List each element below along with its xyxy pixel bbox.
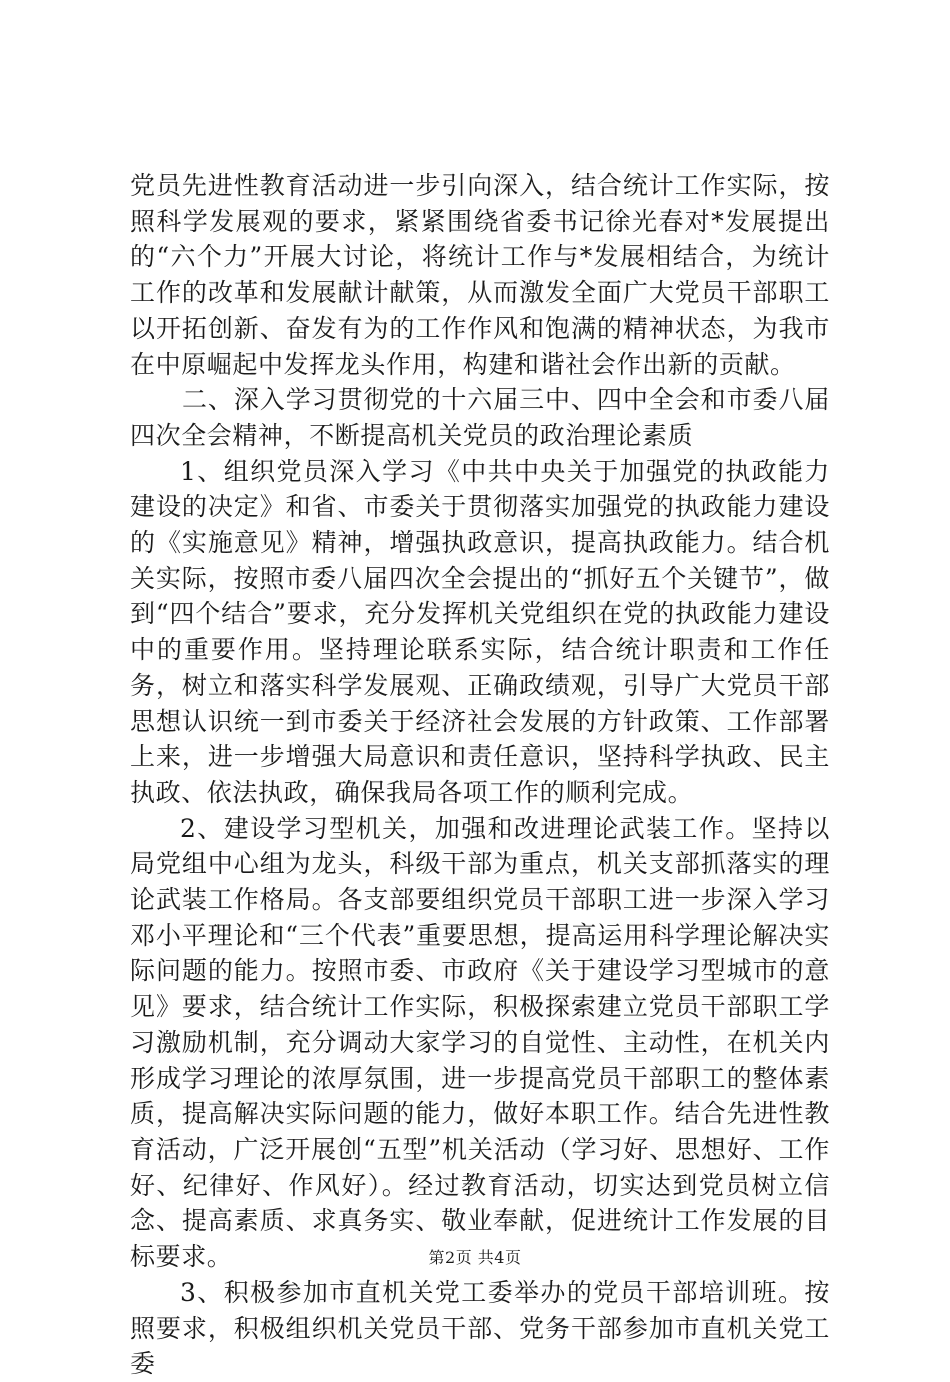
paragraph-continuation: 党员先进性教育活动进一步引向深入，结合统计工作实际，按照科学发展观的要求，紧紧围绕省委书记徐光春对*发展提出的“六个力”开展大讨论，将统计工作与*发展相结合，为统计工作的改革和发展献计献策，从而激发全面广大党员干部职工以开拓创新、奋发有为的工作作风和饱满的精神状态，为我市在中原崛起中发挥龙头作用，构建和谐社会作出新的贡献。	[130, 171, 830, 379]
document-body	[130, 168, 830, 1382]
section-heading: 二、深入学习贯彻党的十六届三中、四中全会和市委八届四次全会精神，不断提高机关党员的政治理论素质	[130, 385, 830, 450]
paragraph-item-2: 2、建设学习型机关，加强和改进理论武装工作。坚持以局党组中心组为龙头，科级干部为重点，机关支部抓落实的理论武装工作格局。各支部要组织党员干部职工进一步深入学习邓小平理论和“三个代表”重要思想，提高运用科学理论解决实际问题的能力。按照市委、市政府《关于建设学习型城市的意见》要求，结合统计工作实际，积极探索建立党员干部职工学习激励机制，充分调动大家学习的自觉性、主动性，在机关内形成学习理论的浓厚氛围，进一步提高党员干部职工的整体素质，提高解决实际问题的能力，做好本职工作。结合先进性教育活动，广泛开展创“五型”机关活动（学习好、思想好、工作好、纪律好、作风好）。经过教育活动，切实达到党员树立信念、提高素质、求真务实、敬业奉献，促进统计工作发展的目标要求。	[130, 813, 830, 1272]
paragraph-item-1: 1、组织党员深入学习《中共中央关于加强党的执政能力建设的决定》和省、市委关于贯彻落实加强党的执政能力建设的《实施意见》精神，增强执政意识，提高执政能力。结合机关实际，按照市委八届四次全会提出的“抓好五个关键节”，做到“四个结合”要求，充分发挥机关党组织在党的执政能力建设中的重要作用。坚持理论联系实际，结合统计职责和工作任务，树立和落实科学发展观、正确政绩观，引导广大党员干部思想认识统一到市委关于经济社会发展的方针政策、工作部署上来，进一步增强大局意识和责任意识，坚持科学执政、民主执政、依法执政，确保我局各项工作的顺利完成。	[130, 456, 830, 807]
page-number-footer: 第2页 共4页	[428, 1248, 522, 1267]
paragraph-item-3: 3、积极参加市直机关党工委举办的党员干部培训班。按照要求，积极组织机关党员干部、党务干部参加市直机关党工委	[130, 1277, 830, 1379]
